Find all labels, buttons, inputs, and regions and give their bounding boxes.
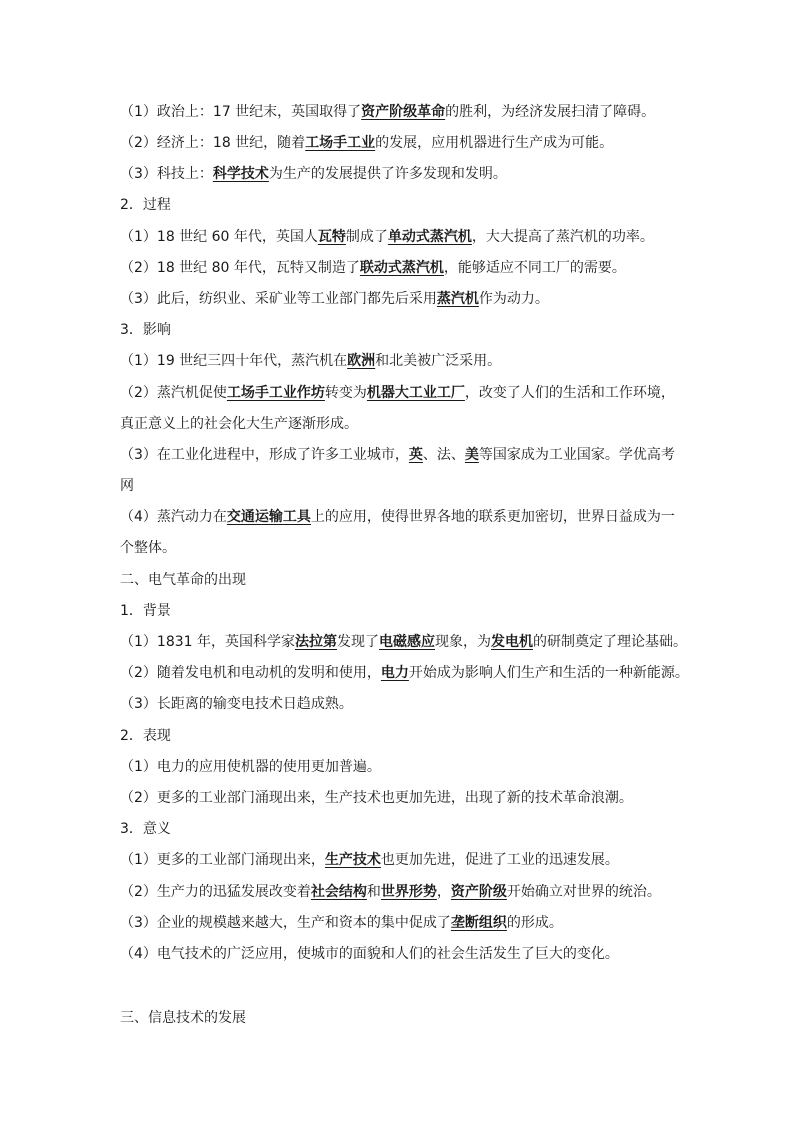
paragraph-line (120, 414, 680, 434)
text: 2．过程 (120, 197, 171, 213)
keyword: 欧洲 (347, 353, 376, 369)
paragraph-line (120, 757, 680, 777)
text: 现象，为 (435, 634, 491, 650)
keyword: 单动式蒸汽机 (387, 229, 472, 245)
text: （2）随着发电机和电动机的发明和使用， (120, 665, 381, 681)
text: 二、电气革命的出现 (120, 572, 246, 588)
text: （4）蒸汽动力在 (120, 509, 227, 525)
text: （3）此后，纺织业、采矿业等工业部门都先后采用 (120, 291, 437, 307)
text: 个整体。 (120, 540, 176, 556)
text: 2．表现 (120, 728, 171, 744)
text: 的研制奠定了理论基础。 (533, 634, 687, 650)
text: 和 (366, 884, 381, 900)
keyword: 发电机 (491, 634, 533, 650)
text: （3）科技上： (120, 166, 213, 182)
paragraph-line (120, 507, 680, 527)
paragraph-line (120, 227, 680, 247)
text: 开始确立对世界的统治。 (506, 884, 661, 900)
text: 的胜利，为经济发展扫清了障碍。 (445, 104, 656, 120)
text: 开始成为影响人们生产和生活的一种新能源。 (408, 665, 689, 681)
text: 等国家成为工业国家。学优高考 (478, 447, 675, 463)
paragraph-line (120, 882, 680, 902)
paragraph-line (120, 258, 680, 278)
keyword: 工场手工业作坊 (226, 385, 325, 401)
keyword: 瓦特 (317, 229, 346, 245)
text: （1）19 世纪三四十年代，蒸汽机在 (120, 353, 348, 369)
text: （3）在工业化进程中，形成了许多工业城市， (120, 447, 409, 463)
paragraph-line (120, 663, 689, 683)
paragraph-line (120, 538, 680, 558)
paragraph-line (120, 944, 680, 964)
text: 制成了 (345, 229, 388, 245)
text: 的形成。 (506, 915, 563, 931)
paragraph-line (120, 632, 687, 652)
text: （2）生产力的迅猛发展改变着 (120, 884, 311, 900)
section-subheading (120, 601, 680, 621)
keyword: 资产阶级 (450, 884, 507, 900)
keyword: 法拉第 (295, 634, 337, 650)
text: 3．意义 (120, 821, 171, 837)
text: ，大大提高了蒸汽机的功率。 (471, 229, 654, 245)
text: 上的应用，使得世界各地的联系更加密切，世界日益成为一 (310, 509, 675, 525)
keyword: 科学技术 (212, 166, 269, 182)
section-heading (120, 570, 680, 590)
keyword: 社会结构 (310, 884, 367, 900)
text: ，能够适应不同工厂的需要。 (443, 260, 626, 276)
text: 和北美被广泛采用。 (375, 353, 502, 369)
text: 网 (120, 478, 134, 494)
keyword: 美 (464, 447, 479, 463)
section-subheading (120, 320, 680, 340)
keyword: 交通运输工具 (226, 509, 311, 525)
text: 的发展，应用机器进行生产成为可能。 (375, 135, 614, 151)
text: 、法、 (422, 447, 465, 463)
text: 发现了 (337, 634, 379, 650)
paragraph-line (120, 788, 680, 808)
text: （1）电力的应用使机器的使用更加普遍。 (120, 759, 381, 775)
text: （2）蒸汽机促使 (120, 385, 227, 401)
text: （2）经济上：18 世纪，随着 (120, 135, 306, 151)
text: ， (436, 884, 451, 900)
paragraph-line (120, 913, 680, 933)
keyword: 资产阶级革命 (361, 104, 446, 120)
paragraph-line (120, 850, 680, 870)
keyword: 电磁感应 (379, 634, 435, 650)
keyword: 联动式蒸汽机 (359, 260, 444, 276)
text: 为生产的发展提供了许多发现和发明。 (268, 166, 507, 182)
keyword: 世界形势 (380, 884, 437, 900)
keyword: 蒸汽机 (436, 291, 479, 307)
text: 真正意义上的社会化大生产逐渐形成。 (120, 416, 358, 432)
text: （1）1831 年，英国科学家 (120, 634, 295, 650)
text: （1）更多的工业部门涌现出来， (120, 852, 325, 868)
keyword: 机器大工业工厂 (366, 385, 465, 401)
keyword: 工场手工业 (305, 135, 376, 151)
text: （2）18 世纪 80 年代，瓦特又制造了 (120, 260, 360, 276)
section-subheading (120, 819, 680, 839)
paragraph-line (120, 383, 680, 403)
text: ，改变了人们的生活和工作环境， (464, 385, 675, 401)
text: 三、信息技术的发展 (120, 1010, 246, 1026)
text: （1）政治上：17 世纪末，英国取得了 (120, 104, 362, 120)
paragraph-line (120, 694, 680, 714)
paragraph-line (120, 476, 680, 496)
keyword: 垄断组织 (450, 915, 507, 931)
keyword: 生产技术 (324, 852, 381, 868)
text: （4）电气技术的广泛应用，使城市的面貌和人们的社会生活发生了巨大的变化。 (120, 946, 619, 962)
paragraph-line (120, 289, 680, 309)
keyword: 英 (408, 447, 423, 463)
paragraph-line (120, 445, 680, 465)
section-subheading (120, 195, 680, 215)
text: 作为动力。 (478, 291, 549, 307)
text: 也更加先进，促进了工业的迅速发展。 (380, 852, 619, 868)
section-subheading (120, 726, 680, 746)
keyword: 电力 (380, 665, 409, 681)
section-heading (120, 1008, 680, 1028)
text: 转变为 (324, 385, 367, 401)
text: （2）更多的工业部门涌现出来，生产技术也更加先进，出现了新的技术革命浪潮。 (120, 790, 633, 806)
paragraph-line (120, 351, 680, 371)
text: 1．背景 (120, 603, 171, 619)
paragraph-line (120, 164, 680, 184)
paragraph-line (120, 133, 680, 153)
text: 3．影响 (120, 322, 171, 338)
text: （1）18 世纪 60 年代，英国人 (120, 229, 318, 245)
text: （3）长距离的输变电技术日趋成熟。 (120, 696, 353, 712)
paragraph-line (120, 102, 680, 122)
text: （3）企业的规模越来越大，生产和资本的集中促成了 (120, 915, 451, 931)
